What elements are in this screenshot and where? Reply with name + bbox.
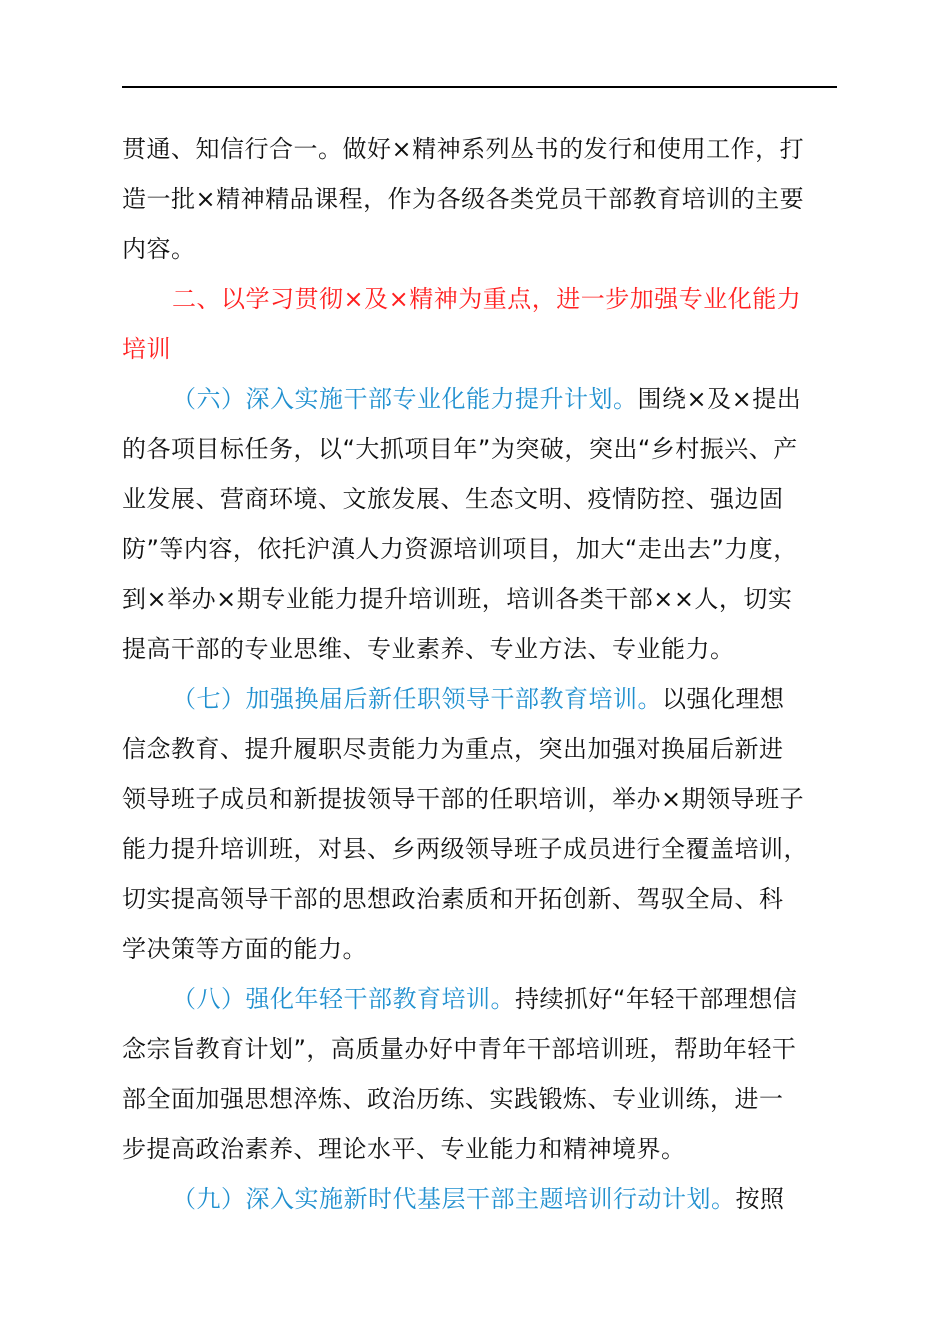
- section-heading-cont: 培训: [122, 335, 171, 363]
- paragraph-6-first-line: [122, 374, 837, 424]
- text-run: 持续抓好“年轻干部理想信: [515, 985, 798, 1013]
- text-line: 业发展、营商环境、文旅发展、生态文明、疫情防控、强边固: [122, 485, 784, 513]
- subheading-9: （九）深入实施新时代基层干部主题培训行动计划。: [172, 1185, 736, 1213]
- text-line: 部全面加强思想淬炼、政治历练、实践锻炼、专业训练，进一: [122, 1085, 784, 1113]
- text-run: 按照: [735, 1185, 785, 1213]
- text-line: 学决策等方面的能力。: [122, 935, 367, 963]
- section-heading: 二、以学习贯彻×及×精神为重点，进一步加强专业化能力: [172, 285, 802, 313]
- text-line: 提高干部的专业思维、专业素养、专业方法、专业能力。: [122, 635, 735, 663]
- text-line: 贯通、知信行合一。做好×精神系列丛书的发行和使用工作，打: [122, 135, 805, 163]
- paragraph-7-first-line: [122, 674, 837, 724]
- text-line: 念宗旨教育计划”，高质量办好中青年干部培训班，帮助年轻干: [122, 1035, 797, 1063]
- text-run: 以强化理想: [662, 685, 785, 713]
- text-run: 围绕×及×提出: [637, 385, 802, 413]
- text-line: 领导班子成员和新提拔领导干部的任职培训，举办×期领导班子: [122, 785, 805, 813]
- text-line: 防”等内容，依托沪滇人力资源培训项目，加大“走出去”力度，: [122, 535, 798, 563]
- subheading-6: （六）深入实施干部专业化能力提升计划。: [172, 385, 638, 413]
- text-line: 造一批×精神精品课程，作为各级各类党员干部教育培训的主要: [122, 185, 805, 213]
- text-line: 能力提升培训班，对县、乡两级领导班子成员进行全覆盖培训，: [122, 835, 808, 863]
- text-line: 内容。: [122, 235, 196, 263]
- subheading-7: （七）加强换届后新任职领导干部教育培训。: [172, 685, 662, 713]
- text-line: 信念教育、提升履职尽责能力为重点，突出加强对换届后新进: [122, 735, 784, 763]
- text-line: 步提高政治素养、理论水平、专业能力和精神境界。: [122, 1135, 686, 1163]
- text-line: 的各项目标任务，以“大抓项目年”为突破，突出“乡村振兴、产: [122, 435, 798, 463]
- paragraph-8-first-line: [122, 974, 837, 1024]
- text-line: 切实提高领导干部的思想政治素质和开拓创新、驾驭全局、科: [122, 885, 784, 913]
- header-rule: [122, 86, 837, 88]
- paragraph-9-first-line: [122, 1174, 837, 1224]
- subheading-8: （八）强化年轻干部教育培训。: [172, 985, 515, 1013]
- text-line: 到×举办×期专业能力提升培训班，培训各类干部××人，切实: [122, 585, 793, 613]
- document-body: [122, 124, 837, 1224]
